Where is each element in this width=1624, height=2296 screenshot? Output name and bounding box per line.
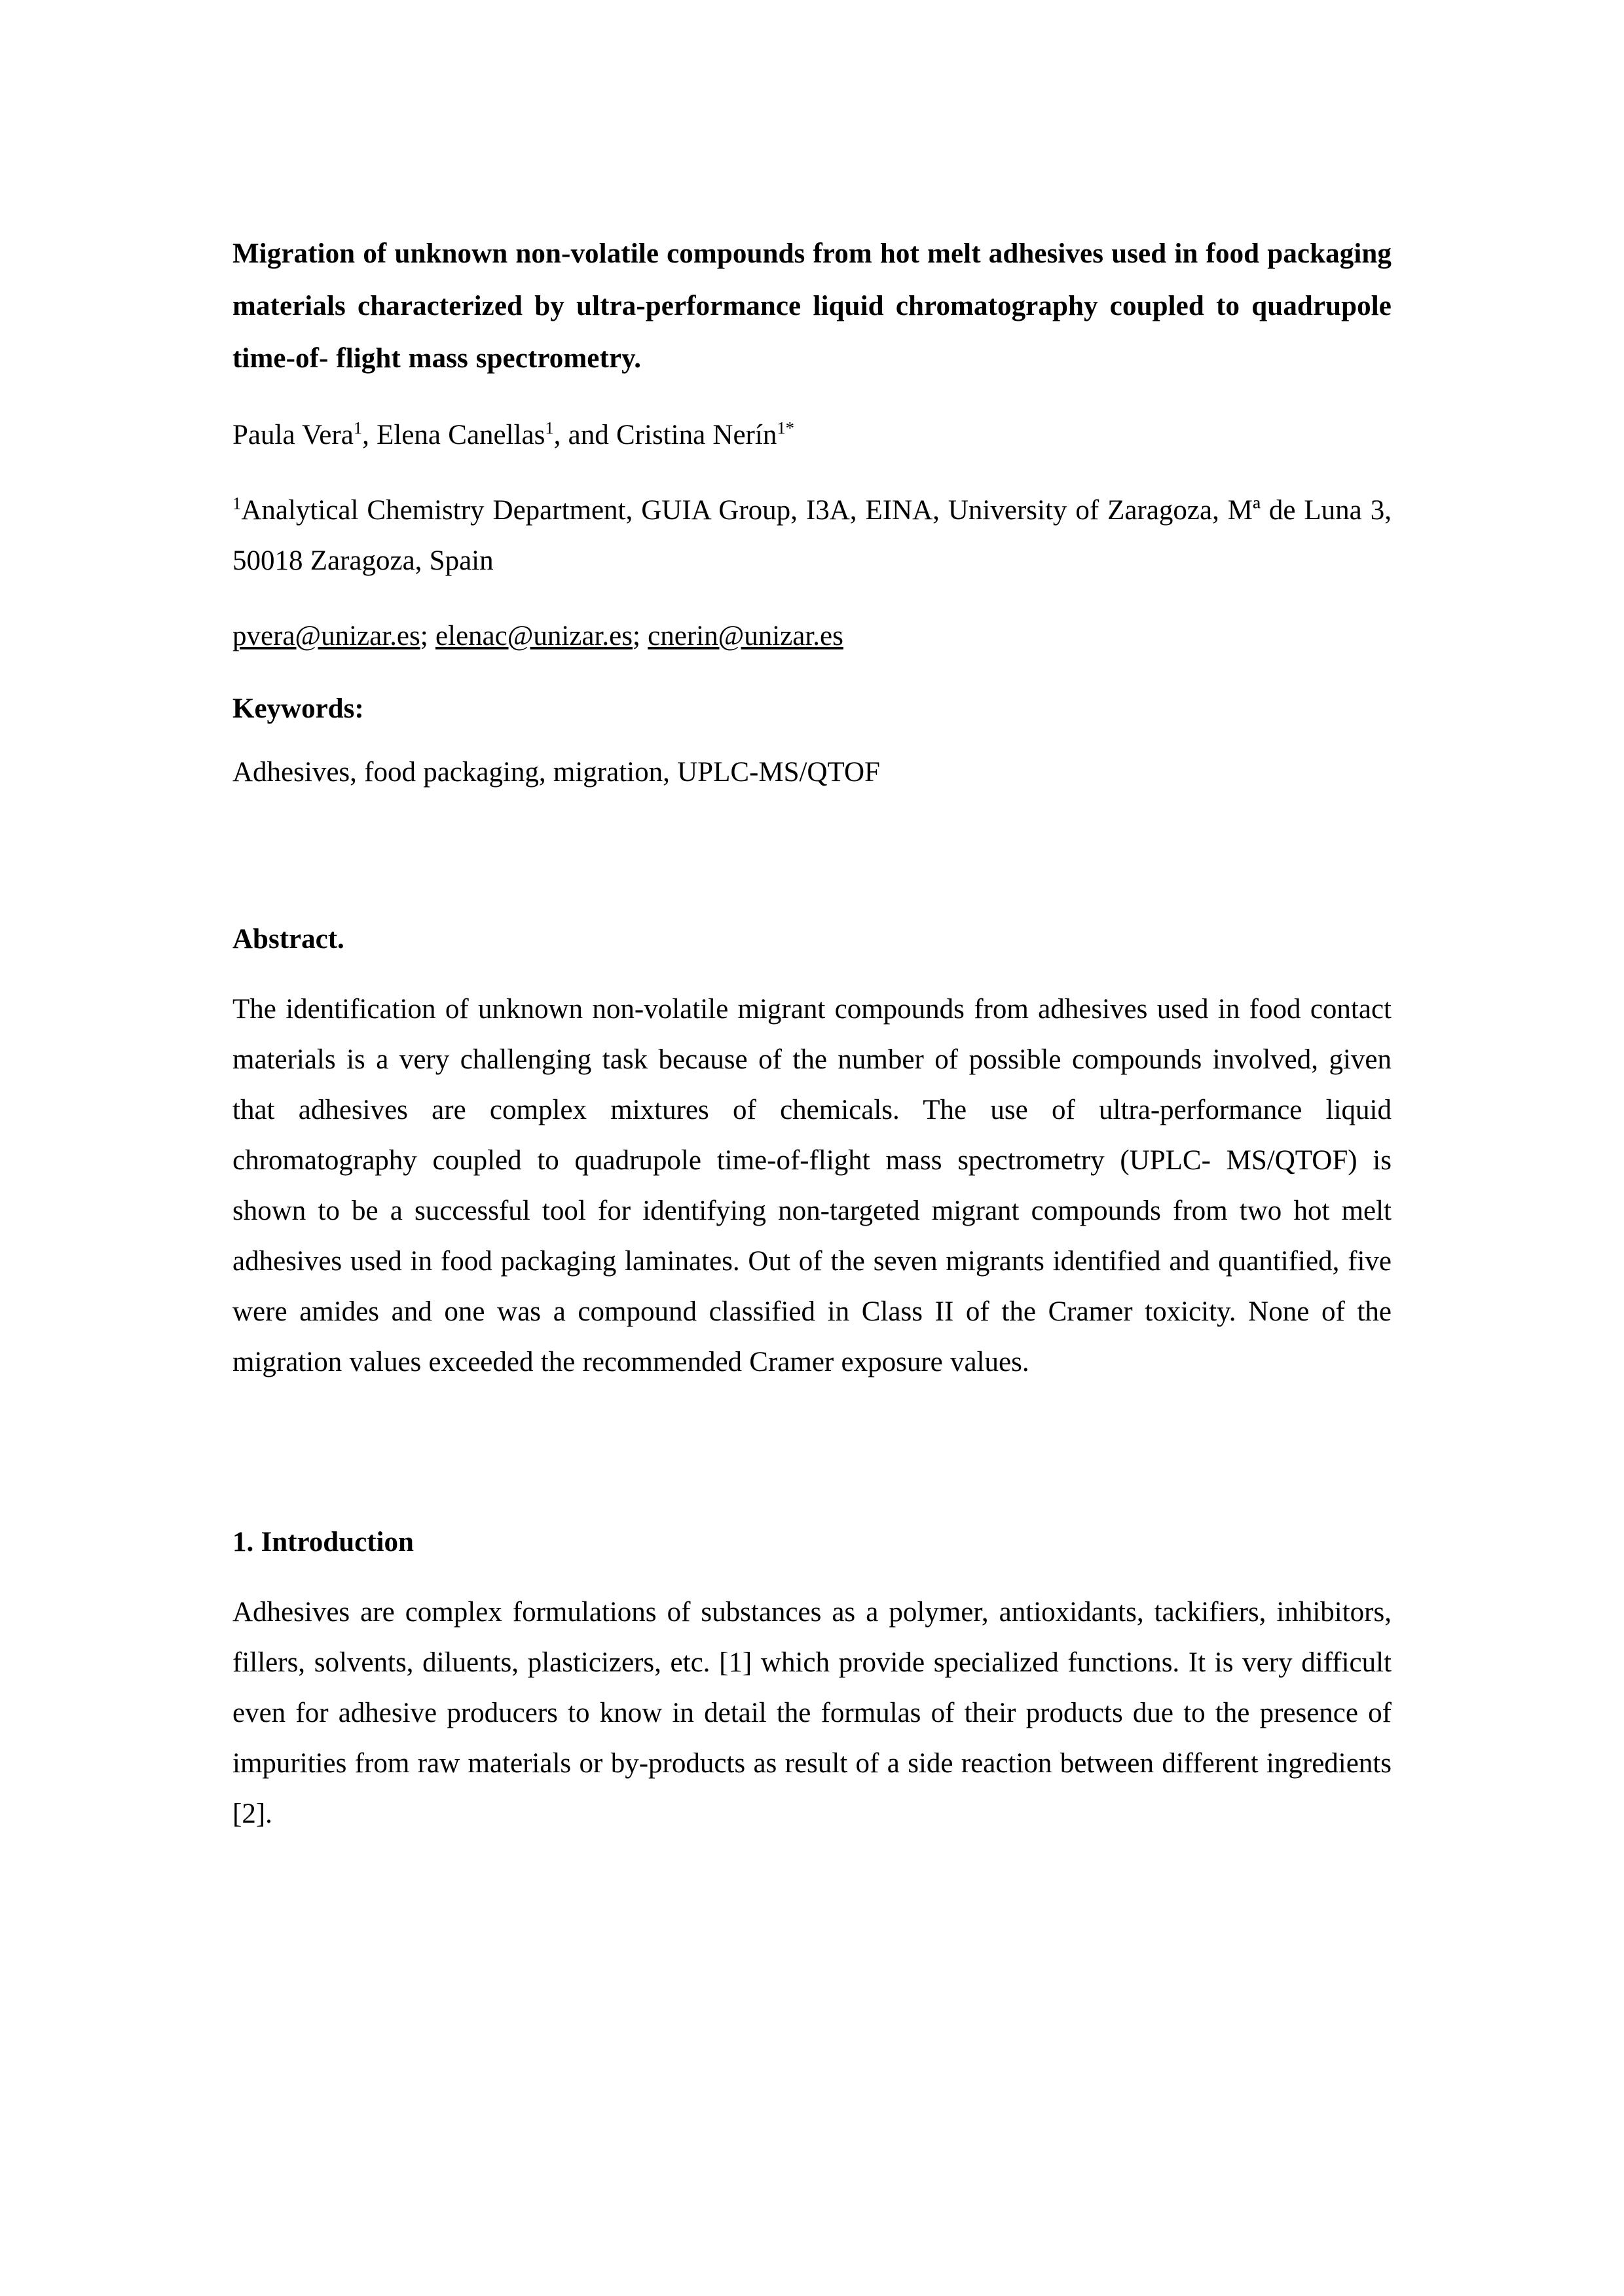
author-list bbox=[232, 385, 1392, 460]
corresponding-author-asterisk: * bbox=[785, 418, 794, 438]
abstract-body: The identification of unknown non-volatile migrant compounds from adhesives used in food contact materials is a very challenging task because of the number of possible compounds involved, given that adhesives are complex mixtures of chemicals. The use of ultra-performance liquid chromatography coupled to quadrupole time-of-flight mass spectrometry (UPLC- MS/QTOF) is shown to be a successful tool for identifying non-targeted migrant compounds from two hot melt adhesives used in food packaging laminates. Out of the seven migrants identified and quantified, five were amides and one was a compound classified in Class II of the Cramer toxicity. None of the migration values exceeded the recommended Cramer exposure values. bbox=[232, 994, 1392, 1377]
author-affiliation-marker-1: 1 bbox=[353, 418, 363, 438]
author-affiliation-marker-3 bbox=[777, 418, 794, 438]
abstract-heading: Abstract. bbox=[232, 924, 344, 955]
author-name-2: Elena Canellas bbox=[377, 420, 545, 450]
page-content-column bbox=[232, 0, 1392, 1839]
introduction-body: Adhesives are complex formulations of substances as a polymer, antioxidants, tackifiers, inhibitors, fillers, solvents, diluents, plasticizers, etc. [1] which provide specialized functions. It is very difficult even for adhesive producers to know in detail the formulas of their products due to the presence of impurities from raw materials or by-products as result of a side reaction between different ingredients [2]. bbox=[232, 1597, 1392, 1829]
author-separator-2: , and bbox=[553, 420, 616, 450]
email-link-author-2[interactable]: elenac@unizar.es bbox=[435, 621, 633, 651]
introduction-heading: 1. Introduction bbox=[232, 1527, 414, 1558]
keywords-label: Keywords: bbox=[232, 693, 364, 724]
author-name-3: Cristina Nerín bbox=[616, 420, 777, 450]
email-link-author-3[interactable]: cnerin@unizar.es bbox=[648, 621, 843, 651]
keywords-list: Adhesives, food packaging, migration, UPLC-MS/QTOF bbox=[232, 757, 880, 788]
affiliation-marker: 1 bbox=[232, 493, 242, 513]
author-separator-1: , bbox=[362, 420, 377, 450]
affiliation-text: Analytical Chemistry Department, GUIA Group, I3A, EINA, University of Zaragoza, Mª de Luna 3, 50018 Zaragoza, Spain bbox=[232, 495, 1392, 576]
email-line bbox=[232, 586, 1392, 661]
email-link-author-1[interactable]: pvera@unizar.es bbox=[232, 621, 420, 651]
email-separator-2: ; bbox=[632, 621, 648, 651]
author-affiliation-marker-2: 1 bbox=[545, 418, 554, 438]
page-title: Migration of unknown non-volatile compounds from hot melt adhesives used in food packaging materials characterized by ultra-performance liquid chromatography coupled to quadrupole time-of- flight mass spectrometry. bbox=[232, 238, 1392, 374]
affiliation-block bbox=[232, 460, 1392, 586]
email-separator-1: ; bbox=[420, 621, 435, 651]
author-name-1: Paula Vera bbox=[232, 420, 354, 450]
affiliation-number-3: 1 bbox=[777, 418, 786, 438]
